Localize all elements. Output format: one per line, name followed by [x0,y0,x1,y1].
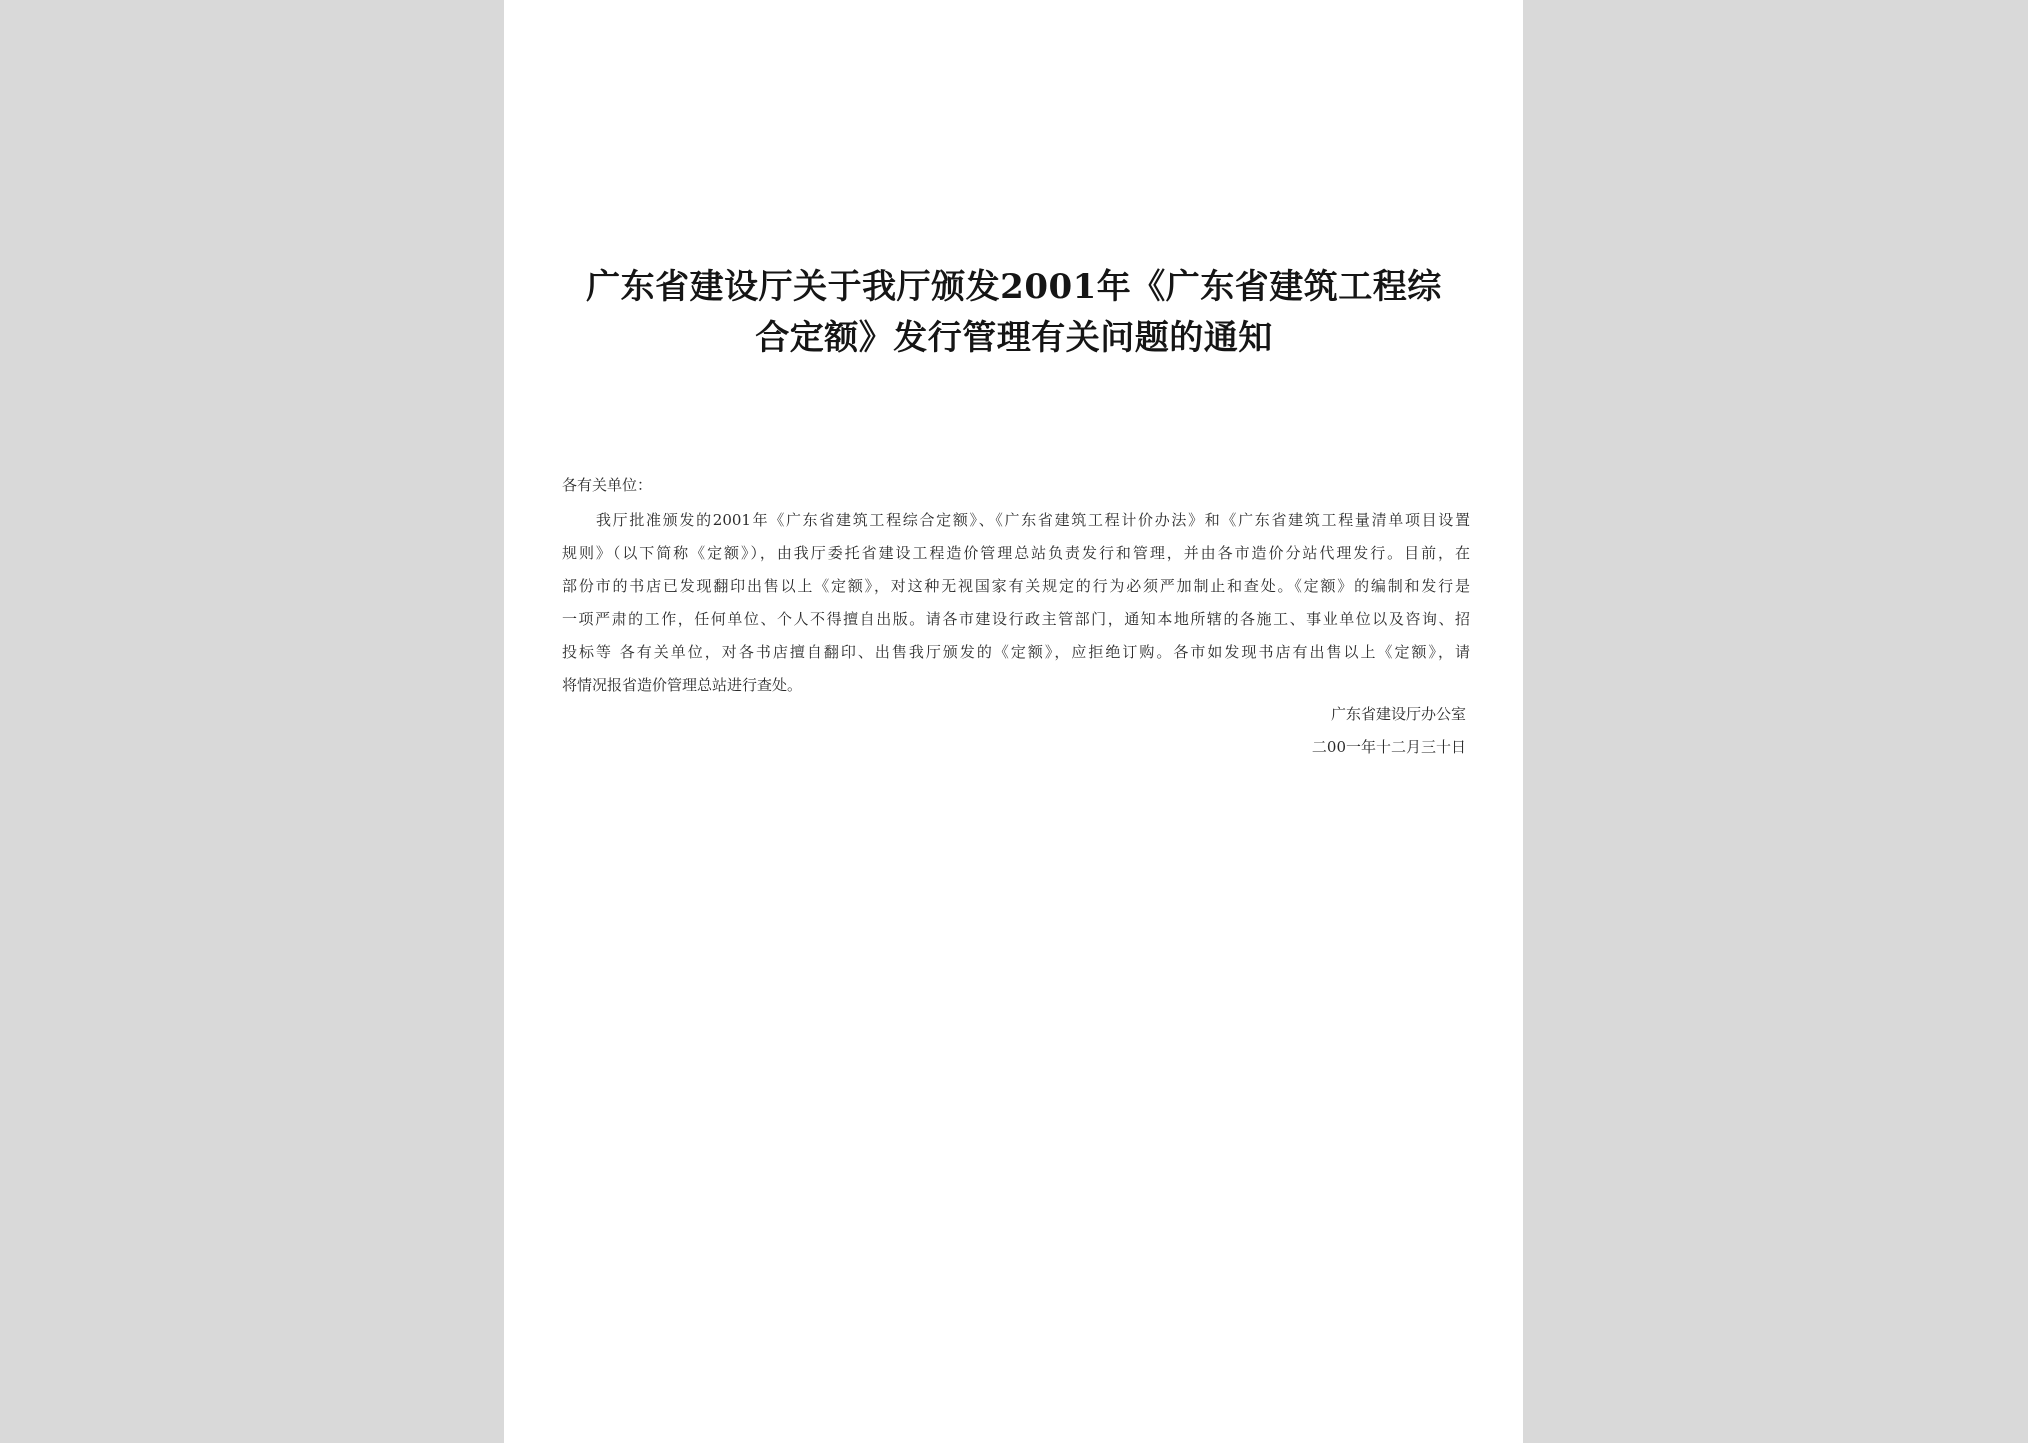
body-line-3: 部份市的书店已发现翻印出售以上《定额》，对这种无视国家有关规定的行为必须严加制止和查处。《定额》的编制和发行是 [562,577,1470,595]
body-line-2: 规则》（以下简称《定额》），由我厅委托省建设工程造价管理总站负责发行和管理，并由各市造价分站代理发行。目前，在 [562,544,1470,562]
body-paragraph [562,504,1470,702]
salutation: 各有关单位： [562,476,653,494]
title-line-1: 广东省建设厅关于我厅颁发2001年《广东省建筑工程综 [586,267,1442,307]
document-page [504,0,1523,1443]
title-line-2: 合定额》发行管理有关问题的通知 [755,318,1273,358]
issuer-signature: 广东省建设厅办公室 [1330,705,1466,723]
document-title [564,262,1464,364]
issue-date: 二00一年十二月三十日 [1311,738,1466,756]
body-line-1: 我厅批准颁发的2001年《广东省建筑工程综合定额》、《广东省建筑工程计价办法》和《广东省建筑工程量清单项目设置 [596,511,1470,529]
body-line-4: 一项严肃的工作，任何单位、个人不得擅自出版。请各市建设行政主管部门，通知本地所辖的各施工、事业单位以及咨询、招 [562,610,1470,628]
body-line-6: 将情况报省造价管理总站进行查处。 [562,676,803,694]
body-line-5: 投标等 各有关单位，对各书店擅自翻印、出售我厅颁发的《定额》，应拒绝订购。各市如发现书店有出售以上《定额》，请 [562,643,1470,661]
